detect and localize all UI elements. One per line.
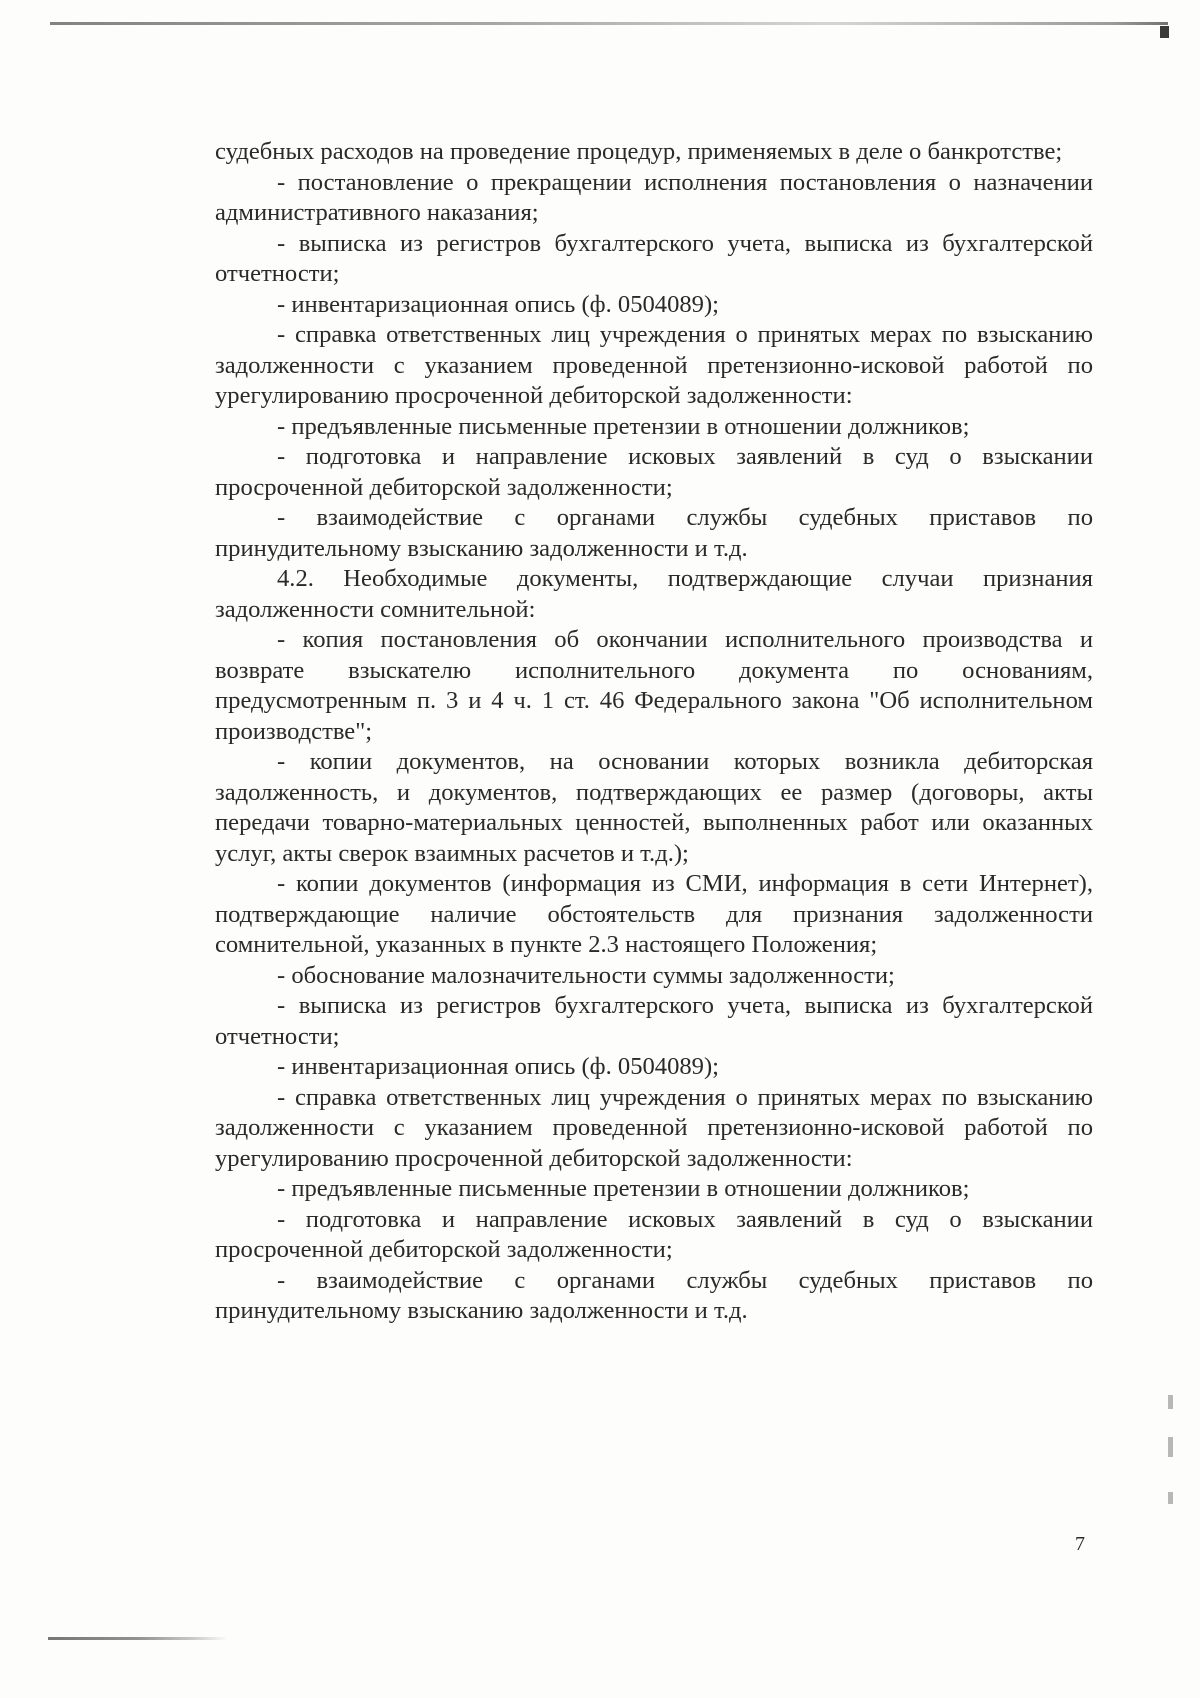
scan-margin-mark bbox=[1168, 1492, 1173, 1504]
paragraph: - выписка из регистров бухгалтерского учета, выписка из бухгалтерской отчетности; bbox=[215, 992, 1093, 1050]
paragraph: - подготовка и направление исковых заявлений в суд о взыскании просроченной дебиторской задолженности; bbox=[215, 443, 1093, 501]
paragraph: - копии документов (информация из СМИ, информация в сети Интернет), подтверждающие наличие обстоятельств для признания задолженности сомнительной, указанных в пункте 2.3 настоящего Положения; bbox=[215, 870, 1093, 958]
paragraph: - справка ответственных лиц учреждения о принятых мерах по взысканию задолженности с указанием проведенной претензионно-исковой работой по урегулированию просроченной дебиторской задолженности: bbox=[215, 1083, 1093, 1172]
scan-margin-mark bbox=[1168, 1395, 1173, 1409]
paragraph: - обоснование малозначительности суммы задолженности; bbox=[277, 961, 895, 989]
paragraph: - копия постановления об окончании исполнительного производства и возврате взыскателю исполнительного документа по основаниям, предусмотренным п. 3 и 4 ч. 1 ст. 46 Федерального закона "Об исполнительном производстве"; bbox=[215, 626, 1093, 745]
paragraph: - предъявленные письменные претензии в отношении должников; bbox=[277, 412, 970, 440]
paragraph: - предъявленные письменные претензии в отношении должников; bbox=[277, 1175, 970, 1202]
scan-corner-mark bbox=[1160, 26, 1169, 38]
paragraph: - взаимодействие с органами службы судебных приставов по принудительному взысканию задолженности и т.д. bbox=[215, 1266, 1093, 1324]
paragraph: - инвентаризационная опись (ф. 0504089); bbox=[277, 290, 720, 318]
paragraph: - справка ответственных лиц учреждения о принятых мерах по взысканию задолженности с указанием проведенной претензионно-исковой работой по урегулированию просроченной дебиторской задолженности: bbox=[215, 321, 1093, 409]
paragraph: - взаимодействие с органами службы судебных приставов по принудительному взысканию задолженности и т.д. bbox=[215, 504, 1093, 562]
scan-edge-line-bottom bbox=[48, 1637, 228, 1640]
paragraph: - выписка из регистров бухгалтерского учета, выписка из бухгалтерской отчетности; bbox=[215, 229, 1093, 287]
paragraph: - инвентаризационная опись (ф. 0504089); bbox=[277, 1053, 720, 1080]
scan-margin-mark bbox=[1168, 1437, 1173, 1457]
paragraph: - постановление о прекращении исполнения постановления о назначении административного наказания; bbox=[215, 168, 1093, 226]
paragraph: судебных расходов на проведение процедур, применяемых в деле о банкротстве; bbox=[215, 138, 1063, 165]
paragraph: - подготовка и направление исковых заявлений в суд о взыскании просроченной дебиторской задолженности; bbox=[215, 1205, 1093, 1263]
paragraph: - копии документов, на основании которых возникла дебиторская задолженность, и документов, подтверждающих ее размер (договоры, акты передачи товарно-материальных ценностей, выполненных работ или оказанных услуг, акты сверок взаимных расчетов и т.д.); bbox=[215, 748, 1093, 867]
scan-edge-line-top bbox=[50, 22, 1168, 25]
section-heading-paragraph: 4.2. Необходимые документы, подтверждающие случаи признания задолженности сомнительной: bbox=[215, 565, 1093, 623]
page-number: 7 bbox=[1075, 1533, 1085, 1555]
document-body bbox=[215, 137, 1093, 1327]
